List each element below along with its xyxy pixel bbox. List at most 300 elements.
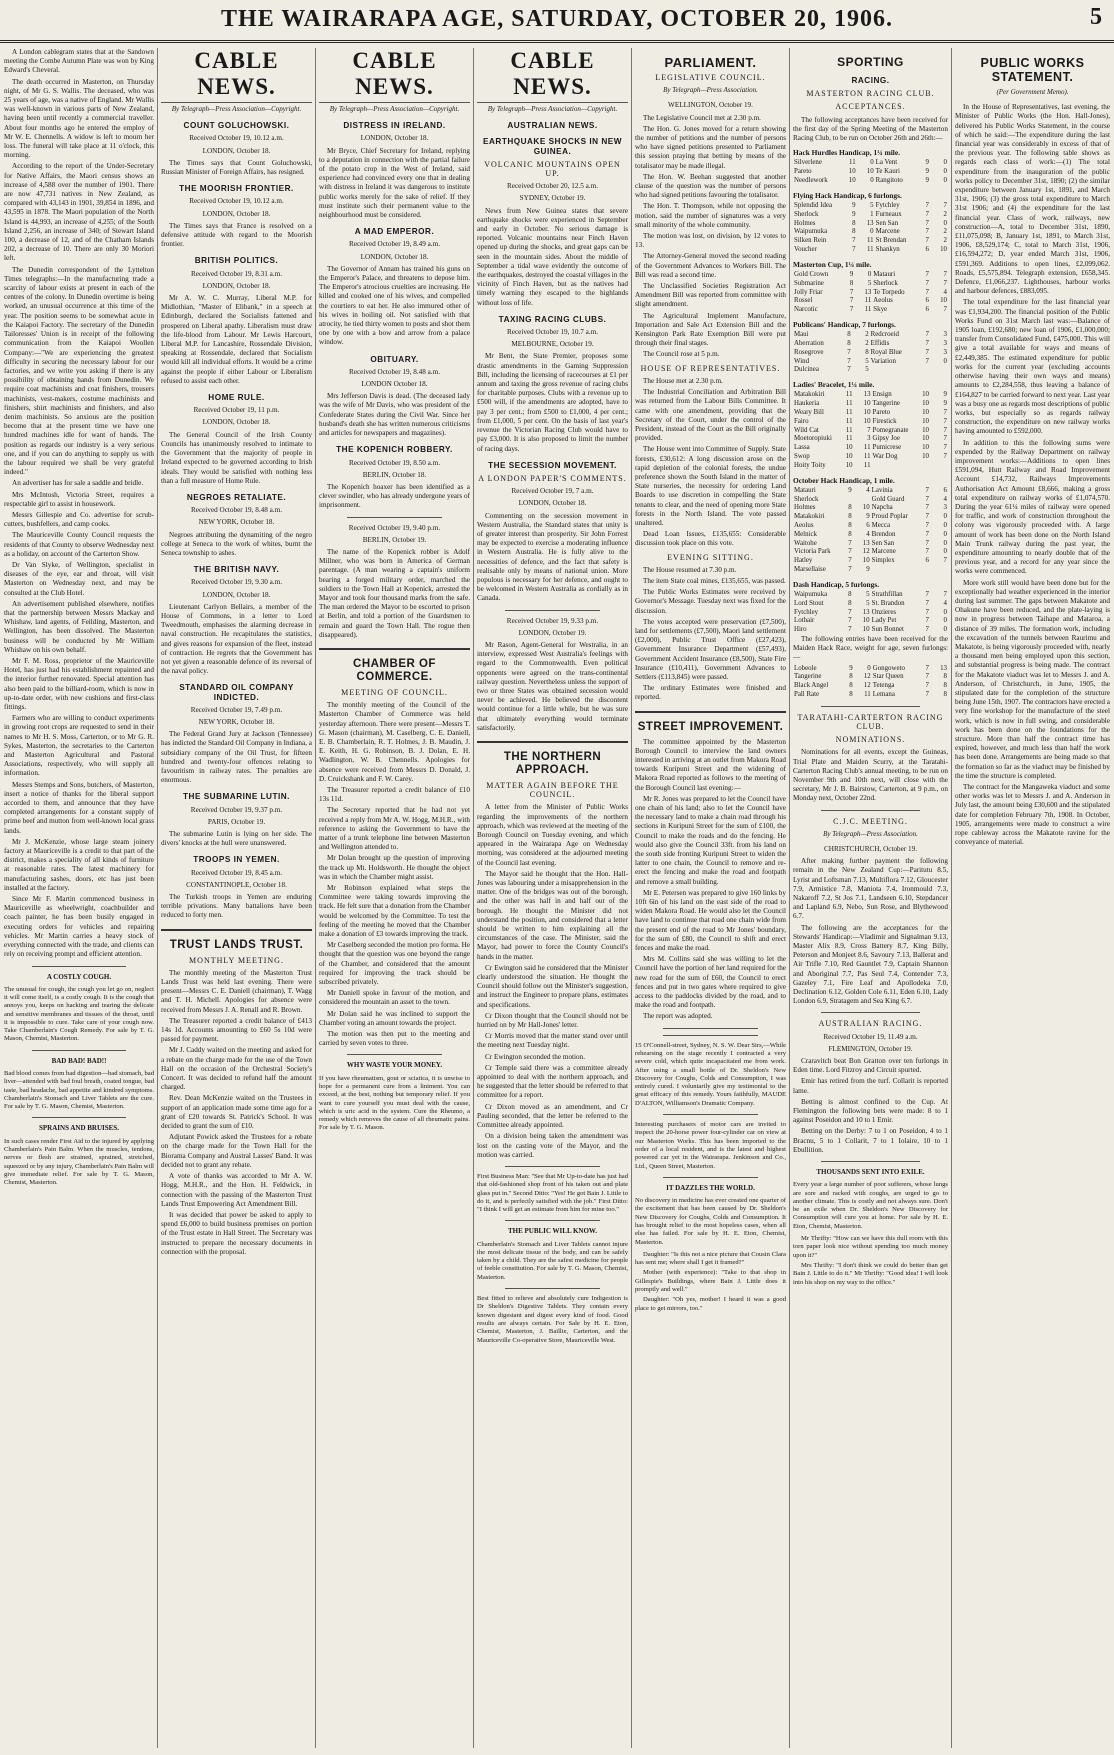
paragraph: Cr Temple said there was a committee already appointed to deal with the northern approach, and he suggested that the letter should be referred to that committee for a report.: [477, 1063, 628, 1100]
race-title: Hack Hurdles Handicap, 1¼ mile.: [793, 148, 900, 158]
table-cell: 7: [943, 279, 947, 287]
table-cell: 13: [940, 664, 947, 672]
table-cell: 9: [849, 271, 854, 278]
table-cell: Ensign: [872, 391, 892, 399]
table-cell: 10: [922, 426, 929, 434]
table-row: [793, 418, 948, 427]
table-cell: 7: [848, 617, 852, 625]
table-cell: 8: [849, 279, 854, 287]
table-cell: Pareto: [872, 408, 891, 416]
paragraph: The committee appointed by the Masterton Borough Council to interview the land owners interested in arriving at an outlet from Makora Road towards Kuripuni Street and the widening of Makora Road reported as follows to the meeting of the Borough Council last evening:—: [635, 737, 786, 792]
table-cell: 10: [862, 557, 870, 565]
race-title: Dash Handicap, 5 furlongs.: [793, 579, 880, 589]
table-cell: 7: [848, 548, 852, 556]
item-heading: NEGROES RETALIATE.: [186, 492, 287, 502]
table-cell: 7: [925, 279, 929, 287]
item-heading: TROOPS IN YEMEN.: [193, 855, 280, 865]
club-heading: MASTERTON RACING CLUB.: [806, 89, 935, 99]
table-cell: Gold Guard: [871, 495, 905, 503]
table-cell: 7: [925, 495, 929, 503]
cable-news-heading: CABLE NEWS.: [161, 48, 312, 103]
item-heading: BRITISH POLITICS.: [194, 256, 279, 266]
table-cell: 12: [863, 673, 871, 681]
paragraph: The House met at 2.30 p.m.: [643, 376, 723, 385]
paragraph: The Dunedin correspondent of the Lyttelton Times telegraphs:—In the manufacturing trade a scarcity of labour exists at present in each of the centres of the colony. In Dunedin overtime is being worked, an unusual occurrence at this time of the year. The position seems to be somewhat acute in the Kaiapoi Factory. The secretary of the Dunedin Tailoresses' Union is in receipt of the following communication from the Kaiapoi Woollen Company:—"We are experiencing the greatest difficulty in securing the necessary labour for our factories, and we write you asking if there is any possibility of obtaining hands from Dunedin. We require coat machinists and coat finishers, trousers machinists, vest-makers, costume machinists and finishers, shirt machinists and finishers, and also denim machinists. So anxious are the position become that at the present time we have one hundred machines idle for want of hands. The position as regards our industry is a very serious one, and if you can do anything to supply us with the labour required we shall be very grateful indeed.": [4, 265, 154, 477]
dateline: FLEMINGTON, October 19.: [828, 1044, 913, 1053]
table-cell: 7: [848, 565, 852, 573]
divider: [505, 1220, 600, 1221]
table-cell: 7: [925, 348, 929, 356]
table-cell: 7: [925, 608, 929, 616]
table-row: [793, 540, 948, 549]
divider: [32, 1117, 126, 1118]
joke-line: Daughter: "Oh yes, mother! I heard it was a good place to get mirrors, too.": [635, 1296, 786, 1312]
paragraph: The ordinary Estimates were finished and reported.: [635, 684, 786, 702]
item-heading: TAXING RACING CLUBS.: [498, 314, 607, 324]
table-row: [793, 513, 948, 522]
paragraph: An advertiser has for sale a saddle and bridle.: [12, 479, 144, 488]
paragraph: The Public Works Estimates were received by Governor's Message. Tuesday next was fixed for the discussion.: [635, 588, 786, 615]
table-cell: 4: [943, 599, 947, 607]
table-cell: 7: [925, 539, 929, 547]
received-line: Received October 19, 8.49 a.m.: [348, 240, 440, 249]
item-heading: THE SUBMARINE LUTIN.: [183, 792, 290, 802]
table-cell: Sherlock: [794, 495, 819, 503]
entries-intro: The following entries have been received for the Maiden Hack Race, weight for age, seven furlongs:—: [793, 634, 948, 662]
item-heading: A MAD EMPEROR.: [354, 227, 435, 237]
table-cell: Silken Rein: [794, 237, 827, 245]
table-cell: 9: [925, 159, 929, 167]
cable-items: [477, 137, 628, 733]
table-cell: 10: [940, 297, 947, 305]
table-cell: 0: [943, 626, 947, 634]
dateline: BERLIN, October 19.: [362, 535, 427, 544]
table-cell: Victoria Park: [794, 548, 831, 556]
table-cell: Dulcinea: [794, 366, 819, 374]
table-cell: 8: [848, 521, 852, 529]
divider: [505, 1166, 600, 1167]
table-row: [793, 427, 948, 436]
ad-title: WHY WASTE YOUR MONEY.: [346, 1061, 443, 1070]
table-cell: 0: [943, 617, 947, 625]
table-cell: [930, 366, 948, 375]
column-6-sporting: [793, 48, 948, 1748]
table-cell: 7: [847, 366, 851, 374]
table-cell: 2: [865, 339, 869, 347]
table-cell: Waipumuka: [794, 590, 828, 598]
table-cell: 7: [847, 357, 851, 365]
table-cell: 10: [922, 417, 929, 425]
paragraph: The Agricultural Implement Manufacture, Importation and Sale Act Extension Bill and the Kensington Park Rate Exemption Bill were put through their final stages.: [635, 311, 786, 348]
item-text: Mr A. W. C. Murray, Liberal M.P. for Midlothian, "Master of Elibank," in a speech at Edinburgh, declared the Socialists fattened and prospered on Liberal apathy. Liberalism must draw the life-blood from Labour. Mr Lewis Harcourt, Liberal M.P. for Lancashire, Rossendale Division, speaking at Rossendale, declared that Socialism would kill all individual efforts. It would be a crime against the people if either Labour or Liberalism refused to assist each other.: [161, 294, 312, 385]
item-heading: OBITUARY.: [370, 354, 419, 364]
evening-article: [635, 566, 786, 703]
table-row: [793, 228, 948, 237]
table-row: [793, 340, 948, 349]
table-cell: Sen San: [875, 219, 899, 227]
table-cell: 7: [848, 608, 852, 616]
column-3-cable-news: [319, 48, 470, 1748]
cable-items: [319, 121, 470, 640]
table-cell: [853, 496, 871, 505]
table-cell: 12: [862, 548, 870, 556]
race-table: [793, 487, 948, 575]
table-cell: 9: [925, 168, 929, 176]
column-7-public-works: [955, 48, 1110, 1748]
dateline: BERLIN, October 18.: [362, 470, 427, 479]
table-row: [793, 682, 948, 691]
table-cell: 5: [865, 366, 869, 374]
column-rule: [631, 48, 632, 1748]
column-rule: [789, 48, 790, 1748]
joke-line: Mrs Thrifty: "I don't think we could do better than get Bain J. Little to do it." Mr Thrifty: "Good idea! I will look into his shop on my way to the office.": [793, 1261, 948, 1286]
column-rule: [157, 48, 158, 1748]
received-line: Received October 19, 8.50 a.m.: [348, 458, 440, 467]
northern-article: [477, 803, 628, 1160]
paragraph: The motion was lost, on division, by 12 votes to 13.: [635, 232, 786, 250]
table-cell: Holmes: [794, 219, 816, 227]
cable-items: [161, 121, 312, 920]
table-cell: 8: [849, 673, 853, 681]
table-cell: 5: [866, 590, 870, 598]
table-cell: 0: [943, 159, 947, 167]
table-row: [793, 349, 948, 358]
paragraph: The Hon. T. Thompson, while not opposing the motion, said the number of signatures was a very small minority of the whole community.: [635, 202, 786, 229]
table-cell: 7: [848, 539, 852, 547]
table-cell: 0: [870, 228, 874, 236]
paragraph: Mr Dolan said he was inclined to support the Chamber voting an amount towards the project.: [319, 1009, 470, 1027]
table-cell: Narcotic: [794, 306, 818, 314]
table-cell: Submarine: [794, 279, 824, 287]
paragraph: The contract for the Mangaweka viaduct and some other works was let to Messrs J. and A. Anderson in July last, the amount being £30,600 and the stipulated date for completion February 7th, 1908. In October, 1905, arrangements were made to construct a wire rope cableway across the Makatote ravine for the conveyance of material.: [955, 783, 1110, 847]
table-cell: Fytchley: [875, 202, 900, 210]
table-cell: 0: [943, 608, 947, 616]
table-cell: Star Queen: [872, 673, 904, 681]
table-cell: Melnick: [794, 530, 817, 538]
table-row: [793, 665, 948, 674]
table-cell: 10: [848, 168, 856, 176]
race-tables: [793, 148, 948, 635]
item-text: Negroes attributing the dynamiting of the negro college at Seneca to the work of whites, burnt the Seneca township to ashes.: [161, 530, 312, 557]
divider: [347, 517, 442, 518]
table-cell: War Dog: [872, 452, 898, 460]
item-text: Mrs Jefferson Davis is dead. (The deceased lady was the wife of Mr Davis, who was president of the Confederate States during the Civil War. Since her husband's death she has written numerous criticisms and articles for newspapers and magazines).: [319, 392, 470, 438]
received-line: Received October 19, 8.45 a.m.: [190, 868, 282, 877]
paragraph: Mr F. M. Ross, proprietor of the Mauriceville Hotel, has just had his establishment repainted and the interior further renovated. Special attention has also been paid to the billiard-room, which is now in up-to-date order, with new cushions and first-class fittings.: [4, 657, 154, 712]
ad-title: THE PUBLIC WILL KNOW.: [507, 1227, 598, 1236]
dateline: LONDON, October 18.: [202, 281, 271, 290]
item-subheading: A LONDON PAPER'S COMMENTS.: [478, 473, 627, 483]
table-cell: 8: [847, 339, 851, 347]
table-cell: 8: [849, 682, 853, 690]
table-cell: [930, 462, 948, 471]
table-cell: 4: [866, 530, 870, 538]
table-cell: 10: [922, 391, 929, 399]
table-cell: 7: [943, 444, 947, 452]
table-cell: 10: [922, 444, 929, 452]
column-rule: [473, 48, 474, 1748]
table-cell: 7: [925, 486, 929, 494]
column-rule: [315, 48, 316, 1748]
table-cell: 7: [849, 288, 854, 296]
paragraph: Mrs M. Collins said she was willing to let the Council have the portion of her land required for the new road for the sum of £60, the Council to erect fences and put in two gates where required to give access to the paddocks divided by the road, and to make the road and footpath.: [635, 955, 786, 1010]
paragraph: Mrs McIntosh, Victoria Street, requires a respectable girl to assist in housework.: [4, 490, 154, 508]
table-cell: 8: [943, 690, 947, 698]
dateline: LONDON, October 18.: [202, 418, 271, 427]
paragraph: Adjutant Powick asked the Trustees for a rebate on the charge made for the Town Hall for the Biorama Company and Austral Lasses' Band. It was decided not to grant any rebate.: [161, 1133, 312, 1169]
received-line: Received October 19, 11 p.m.: [193, 406, 280, 415]
table-row: [793, 444, 948, 453]
table-row: [793, 220, 948, 229]
acceptances-intro: The following acceptances have been received for the first day of the Spring Meeting of the Masterton Racing Club, to be run on October 26th and 26th:—: [793, 115, 948, 143]
table-cell: 7: [925, 521, 929, 529]
table-cell: 7: [848, 626, 852, 634]
table-cell: 0: [943, 357, 947, 365]
table-row: [793, 591, 948, 600]
column-2-cable-news: [161, 48, 312, 1748]
table-cell: 6: [925, 557, 929, 565]
ad-title: SPRAINS AND BRUISES.: [39, 1124, 119, 1133]
table-cell: 2: [865, 331, 869, 339]
paragraph: The Council rose at 5 p.m.: [643, 350, 720, 359]
table-row: [793, 237, 948, 246]
column-5-parliament: [635, 48, 786, 1748]
column-1-local-news: [4, 48, 154, 1748]
table-cell: Lothair: [794, 617, 815, 625]
table-cell: 7: [852, 237, 856, 245]
table-cell: 0: [943, 530, 947, 538]
racing-heading: RACING.: [851, 76, 890, 85]
ad-text: No discovery in medicine has ever created one quarter of the excitement that has been caused by Dr. Sheldon's New Discovery for Coughs, Colds and Consumption. It has brought relief to the most hopeless cases, when all else has failed. For sale by H. E. Eton, Chemist, Masterton.: [635, 1197, 786, 1246]
chamber-article: [319, 701, 470, 1048]
table-cell: 11: [863, 461, 871, 469]
table-row: [793, 566, 948, 575]
table-cell: Lassa: [794, 444, 810, 452]
item-heading: STANDARD OIL COMPANY INDICTED.: [179, 683, 294, 702]
australian-news-heading: AUSTRALIAN NEWS.: [507, 121, 598, 131]
table-cell: Needlework: [794, 177, 828, 185]
table-cell: Wild Cat: [794, 426, 819, 434]
table-cell: 7: [925, 219, 929, 227]
table-cell: Shankyn: [875, 246, 900, 253]
table-cell: Marsellaise: [794, 565, 826, 573]
paragraph: Mr E. Petersen was prepared to give 160 links by 10ft 6in of his land on the east side of the road to widen Makora Road. He would also let the Council have land to continue that road one chain wide from the present end of the road to Mr Jones' boundary, for the sum of £80, the Council to shift and erect fences and make the road.: [635, 888, 786, 953]
table-cell: Lavinia: [871, 486, 893, 494]
table-cell: 10: [848, 177, 856, 185]
table-cell: 0: [943, 177, 947, 185]
table-cell: 8: [847, 331, 851, 339]
table-cell: 7: [925, 339, 929, 347]
paragraph: An advertisement published elsewhere, notifies that the partnership between Messrs Mackay and Whishaw, land agents, of Feilding, Masterton, and Wellington, has been dissolved. The Masterton business will be conducted by Mr William Whishaw on his own behalf.: [4, 599, 154, 654]
table-cell: Voucher: [794, 246, 817, 253]
byline: By Telegraph—Press Association—Copyright.: [487, 105, 618, 113]
paragraph: The item State coal mines, £135,655, was passed.: [643, 576, 786, 585]
dateline: LONDON, October 18.: [518, 499, 587, 508]
table-cell: 7: [943, 408, 947, 416]
table-cell: 11: [845, 400, 853, 408]
item-text: The Governor of Annam has trained his guns on the Emperor's Palace, and threatens to depose him. The Emperor's atrocious cruelties are increasing. He killed and cooked one of his wives, and compelled the courtiers to eat her. He also immured other of his wives in boiling oil. Not satisfied with that atrocity, he tied thirty women to posts and shot them one by one with a bow and arrow from a palace window.: [319, 264, 470, 347]
table-cell: 5: [866, 599, 870, 607]
northern-subheading: MATTER AGAIN BEFORE THE COUNCIL.: [486, 780, 619, 800]
table-cell: Jolly Friar: [794, 288, 823, 296]
table-cell: 9: [866, 513, 870, 521]
table-cell: 7: [852, 246, 856, 253]
table-row: [793, 626, 948, 635]
table-cell: Effidis: [870, 339, 890, 347]
dateline: LONDON, October 19.: [518, 628, 587, 637]
table-cell: 5: [870, 202, 874, 210]
table-cell: 7: [925, 331, 929, 339]
dateline: NEW YORK, October 18.: [198, 717, 275, 726]
paragraph: The votes accepted were preservation (£7,500), land for settlements (£7,500), Maori land settlement (£2,000), Public Trust Office (£27,423), Government Insurance Department (£57,493), Government Accident Insurance (£8,500), State Fire Insurance (£10,411), Government Advances to Settlers (£113,845) were passed.: [635, 617, 786, 681]
trust-lands-heading: TRUST LANDS TRUST.: [169, 938, 304, 951]
table-row: [793, 271, 948, 280]
cable-news-heading: CABLE NEWS.: [319, 48, 470, 103]
paragraph: Since Mr F. Martin commenced business in Mauriceville as wheelwright, coachbuilder and coach painter, he has been busily engaged in executing orders for vehicles and repairing vehicles. Mr Martin carries a heavy stock of everything connected with the trade, and clients can rely on receiving prompt and efficient attention.: [4, 895, 154, 959]
table-row: [793, 673, 948, 682]
street-article: [635, 738, 786, 1022]
paragraph: The Treasurer reported a credit balance of £413 14s 1d. Accounts amounting to £60 5s 10d were passed for payment.: [161, 1016, 312, 1044]
received-line: Received October 19, 8.48 a.m.: [190, 506, 282, 515]
table-cell: 7: [943, 426, 947, 434]
ad-text: In such cases render First Aid to the injured by applying Chamberlain's Pain Balm. When the muscles, tendons, nerves or flesh are strained, sprained, stretched, squeezed or by any injury, Chamberlain's Pain Balm will give immediate relief. For sale by T. G. Mason, Chemist, Masterton.: [4, 1137, 154, 1187]
paragraph: The Hon. W. Beehan suggested that another clause of the question was the number of persons who had signed petitions favouring the totalisator.: [635, 172, 786, 200]
divider: [821, 706, 920, 707]
table-cell: 6: [925, 246, 929, 253]
dateline: LONDON October 18.: [361, 380, 428, 389]
table-cell: 2: [943, 228, 947, 236]
table-cell: 3: [867, 435, 871, 443]
table-cell: 11: [864, 297, 872, 305]
received-line: Received October 19, 10.12 a.m.: [189, 197, 284, 206]
item-heading: THE SECESSION MOVEMENT.: [488, 460, 617, 470]
divider: [821, 1161, 920, 1162]
table-cell: 7: [925, 271, 929, 278]
table-cell: 10: [863, 408, 871, 416]
table-cell: 7: [925, 530, 929, 538]
table-cell: [912, 366, 930, 375]
evening-sitting-heading: EVENING SITTING.: [667, 552, 754, 562]
table-cell: 8: [848, 590, 852, 598]
ad-title: IT DAZZLES THE WORLD.: [666, 1183, 755, 1192]
table-cell: Matauri: [794, 486, 816, 494]
table-cell: 11: [845, 426, 853, 434]
table-cell: 2: [943, 237, 947, 245]
table-cell: 7: [925, 288, 929, 296]
table-cell: Aberration: [794, 339, 824, 347]
race-table: [793, 331, 948, 375]
advertisements: [635, 1035, 786, 1247]
table-cell: 13: [862, 539, 870, 547]
table-cell: 8: [849, 690, 853, 698]
table-cell: Brendon: [871, 530, 896, 538]
item-heading: DISTRESS IN IRELAND.: [343, 121, 446, 131]
table-cell: 8: [848, 504, 852, 512]
sporting-heading: SPORTING: [837, 55, 904, 69]
table-cell: 9: [849, 664, 853, 672]
item-text: News from New Guinea states that severe earthquake shocks were experienced in September and early in October. No serious damage is reported. Volcanic mountains near Finch Haven opened up during the shocks, and great gaps can be seen in the mountain sides. About the middle of September a tidal wave evidently the outcome of the earthquakes, destroyed the coastal villages in the vicinity of Finch Haven, but as the natives had timely warning they escaped to the highlands without loss of life.: [477, 206, 628, 307]
table-cell: 10: [862, 504, 870, 512]
table-cell: Wind: [794, 357, 810, 365]
paragraph: The House resumed at 7.30 p.m.: [643, 565, 737, 574]
table-cell: 7: [925, 513, 929, 521]
table-cell: Te Kauri: [875, 168, 900, 176]
table-row: [793, 600, 948, 609]
table-cell: [835, 496, 853, 505]
table-cell: 7: [925, 664, 929, 672]
table-cell: Pareto: [794, 168, 812, 176]
table-cell: Proud Poplar: [871, 513, 908, 521]
table-cell: 7: [925, 626, 929, 634]
paragraph: Mr Daniell spoke in favour of the motion, and considered the mountain an asset to the town.: [319, 989, 470, 1007]
item-text: Mr Rason, Agent-General for Westralia, in an interview, expressed West Australia's feelings with regard to the Commonwealth. Even political opponents were agreed on the trans-continental railway question. Nevertheless unless the support of two or three States was obtained secession would never be achieved. He believed the discontent would continue for a little while, but he was sure that ultimately everything would terminate satisfactorily.: [477, 640, 628, 732]
paragraph: Mr Dolan brought up the question of improving the track up Mt. Holdsworth. He thought the object was in which the Chamber might assist.: [319, 854, 470, 881]
item-text: The Times says that Count Goluchowski, Russian Minister of Foreign Affairs, has resigned.: [161, 158, 312, 177]
advertisements: [477, 1166, 628, 1345]
acceptances-heading: ACCEPTANCES.: [835, 102, 906, 112]
table-cell: Black Angel: [794, 682, 829, 690]
table-cell: Matauri: [873, 271, 896, 278]
table-cell: 0: [867, 664, 871, 672]
table-cell: 1: [870, 210, 874, 218]
item-text: Lieutenant Carlyon Bellairs, a member of the House of Commons, in a letter to Lord Tweedmouth, emphasises the alarming decrease in naval construction. He recapitulates the statistics, and gives reasons for expansion of the fleet, instead of contraction. He regrets that the Government has not yet given a reasonable defence of its reversal of the naval policy.: [161, 602, 312, 676]
table-cell: 10: [845, 452, 853, 460]
table-cell: 0: [867, 271, 872, 278]
table-cell: 6: [925, 306, 929, 314]
table-cell: 8: [848, 599, 852, 607]
paragraph: Cr Morris moved that the matter stand over until the meeting next Tuesday night.: [477, 1032, 628, 1050]
public-works-heading: PUBLIC WORKS STATEMENT.: [980, 56, 1085, 84]
table-cell: Royal Blue: [870, 348, 902, 356]
table-cell: Aeolus: [873, 297, 893, 305]
table-cell: Gold Crown: [794, 271, 829, 278]
item-text: The General Council of the Irish County Councils has unanimously resolved to intimate to the Government that the majority of people in Ireland expected to be governed according to Irish ideals. They would be satisfied with nothing less than a full measure of Home Rule.: [161, 430, 312, 485]
table-cell: Rossel: [794, 297, 813, 305]
table-row: [793, 159, 948, 168]
table-cell: 12: [863, 682, 871, 690]
ad-text: Bad blood comes from bad digestion—bad stomach, bad liver—attended with bad foul breath, coated tongue, bad taste, bad headache, bad appetite and kindred symptoms. Chamberlain's Stomach and Liver Tablets are the cure. For sale by T. G. Mason, Chemist, Masterton.: [4, 1069, 154, 1111]
table-cell: 0: [943, 168, 947, 176]
table-cell: Simplex: [871, 557, 895, 565]
table-cell: [912, 462, 930, 471]
item-heading: THE BRITISH NAVY.: [193, 565, 280, 575]
table-cell: Sherlock: [794, 210, 819, 218]
divider: [32, 1050, 126, 1051]
item-text: The Kopenich hoaxer has been identified as a clever swindler, who has already undergone years of imprisonment.: [319, 482, 470, 510]
divider: [663, 1177, 758, 1178]
table-cell: Swop: [794, 452, 810, 460]
table-cell: 9: [852, 202, 856, 210]
paragraph: It was decided that power be asked to apply to spend £6,000 to build business premises on portion of the Trust estate in Hall Street. The Secretary was instructed to prepare the necessary documents in connection with the proposal.: [161, 1210, 312, 1256]
chamber-heading: CHAMBER OF COMMERCE.: [353, 657, 436, 683]
house-heading: HOUSE OF REPRESENTATIVES.: [640, 363, 781, 373]
paragraph: The motion was then put to the meeting and carried by seven votes to three.: [319, 1030, 470, 1048]
table-cell: 11: [863, 444, 871, 452]
ad-text: Best fitted to relieve and absolutely cure Indigestion is Dr Sheldon's Digestive Tablets. They contain every known digestant and digest every kind of food. Good results are always certain. For Sale by H. E. Eton, Chemist, Masterton, J. Baillie, Carterton, and the Mauriceville Co-operative Store, Mauriceville West.: [477, 1295, 628, 1344]
table-cell: [930, 566, 948, 575]
received-line: Received October 19, 9.40 p.m.: [348, 523, 441, 532]
table-cell: 7: [925, 673, 929, 681]
australian-racing-article: [793, 1057, 948, 1155]
table-cell: 13: [862, 608, 870, 616]
table-cell: 8: [852, 228, 856, 236]
dateline: PARIS, October 19.: [207, 817, 266, 826]
table-cell: Mecca: [871, 521, 891, 529]
table-cell: Marcene: [871, 548, 896, 556]
race-title: Publicans' Handicap, 7 furlongs.: [793, 319, 896, 329]
table-cell: 10: [845, 444, 853, 452]
advertisements: [4, 966, 154, 1188]
